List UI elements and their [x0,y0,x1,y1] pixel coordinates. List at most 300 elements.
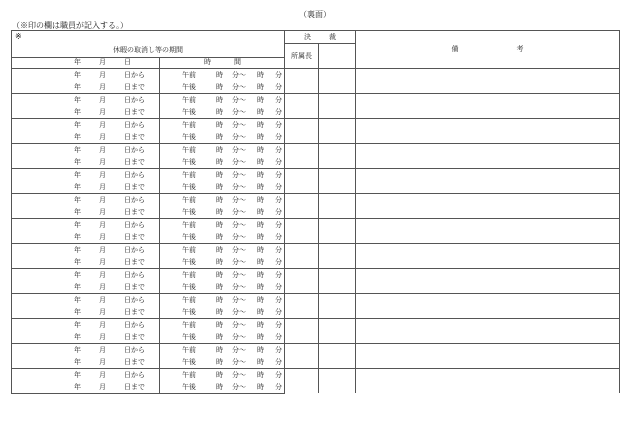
remarks-cell[interactable] [356,168,620,193]
minute-tilde-unit: 分～ [232,107,246,116]
pm-label: 午後 [182,382,196,391]
chief-approval-cell[interactable] [285,318,319,343]
start-time-cell[interactable] [160,318,285,331]
end-time-cell[interactable] [160,81,285,94]
day-to: 日まで [124,132,145,141]
remarks-header: 備 考 [356,31,620,69]
year-unit: 年 [74,382,81,391]
chief-approval-cell[interactable] [285,93,319,118]
remarks-cell[interactable] [356,293,620,318]
day-to: 日まで [124,157,145,166]
pm-label: 午後 [182,182,196,191]
start-time-cell[interactable] [160,143,285,156]
minute-unit: 分 [275,170,282,179]
hour-unit: 時 [257,295,264,304]
hour-unit: 時 [257,95,264,104]
am-label: 午前 [182,370,196,379]
end-date-cell[interactable] [12,356,160,369]
end-time-cell[interactable] [160,231,285,244]
minute-tilde-unit: 分～ [232,70,246,79]
hour-unit: 時 [216,95,223,104]
approval-cell[interactable] [319,343,356,368]
chief-approval-cell[interactable] [285,218,319,243]
period-row-start [12,293,620,306]
period-row-start [12,193,620,206]
start-date-cell[interactable] [12,243,160,256]
minute-tilde-unit: 分～ [232,307,246,316]
pm-label: 午後 [182,82,196,91]
minute-tilde-unit: 分～ [232,232,246,241]
hour-unit: 時 [257,370,264,379]
start-time-cell[interactable] [160,243,285,256]
month-unit: 月 [99,157,106,166]
hour-unit: 時 [257,320,264,329]
day-from: 日から [124,70,145,79]
remarks-cell[interactable] [356,143,620,168]
year-unit: 年 [74,257,81,266]
hour-unit: 時 [257,382,264,391]
hour-unit: 時 [216,370,223,379]
minute-tilde-unit: 分～ [232,82,246,91]
approval-cell[interactable] [319,368,356,393]
minute-tilde-unit: 分～ [232,157,246,166]
end-date-cell[interactable] [12,181,160,194]
hour-unit: 時 [216,282,223,291]
minute-unit: 分 [275,320,282,329]
month-unit: 月 [99,282,106,291]
end-time-cell[interactable] [160,356,285,369]
start-date-cell[interactable] [12,193,160,206]
start-date-cell[interactable] [12,318,160,331]
year-unit: 年 [74,232,81,241]
minute-tilde-unit: 分～ [232,282,246,291]
approval-cell[interactable] [319,268,356,293]
staff-note: （※印の欄は職員が記入する。） [12,21,128,30]
start-time-cell[interactable] [160,268,285,281]
minute-tilde-unit: 分～ [232,382,246,391]
end-date-cell[interactable] [12,306,160,319]
year-unit: 年 [74,70,81,79]
hour-unit: 時 [257,157,264,166]
chief-label: 所属長 [285,44,319,69]
period-row-start [12,118,620,131]
day-from: 日から [124,195,145,204]
remarks-cell[interactable] [356,218,620,243]
hour-unit: 時 [257,70,264,79]
minute-unit: 分 [275,220,282,229]
minute-unit: 分 [275,382,282,391]
end-date-cell[interactable] [12,81,160,94]
end-time-cell[interactable] [160,331,285,344]
minute-unit: 分 [275,307,282,316]
month-unit: 月 [99,295,106,304]
hour-unit: 時 [216,245,223,254]
start-date-cell[interactable] [12,218,160,231]
start-date-cell[interactable] [12,293,160,306]
remarks-cell[interactable] [356,368,620,393]
minute-unit: 分 [275,207,282,216]
start-date-cell[interactable] [12,118,160,131]
end-time-cell[interactable] [160,256,285,269]
end-date-cell[interactable] [12,331,160,344]
minute-tilde-unit: 分～ [232,145,246,154]
minute-unit: 分 [275,82,282,91]
chief-approval-cell[interactable] [285,118,319,143]
chief-approval-cell[interactable] [285,343,319,368]
year-unit: 年 [74,170,81,179]
hour-unit: 時 [216,70,223,79]
time-column-header: 時 間 [160,57,285,68]
chief-approval-cell[interactable] [285,268,319,293]
month-unit: 月 [99,232,106,241]
hour-unit: 時 [257,332,264,341]
hour-unit: 時 [216,332,223,341]
hour-unit: 時 [257,282,264,291]
leave-cancellation-table [11,30,620,394]
day-to: 日まで [124,82,145,91]
approval-header: 決 裁 [285,31,356,44]
month-unit: 月 [99,345,106,354]
page-title: （裏面） [299,10,331,19]
day-to: 日まで [124,257,145,266]
month-unit: 月 [99,207,106,216]
end-time-cell[interactable] [160,381,285,394]
am-label: 午前 [182,295,196,304]
month-unit: 月 [99,132,106,141]
start-time-cell[interactable] [160,168,285,181]
hour-unit: 時 [216,320,223,329]
minute-tilde-unit: 分～ [232,370,246,379]
month-unit: 月 [99,370,106,379]
start-time-cell[interactable] [160,68,285,81]
year-unit: 年 [74,245,81,254]
minute-tilde-unit: 分～ [232,132,246,141]
period-row-start [12,68,620,81]
minute-tilde-unit: 分～ [232,245,246,254]
month-unit: 月 [99,382,106,391]
am-label: 午前 [182,220,196,229]
month-unit: 月 [99,82,106,91]
approval-blank [319,44,356,69]
pm-label: 午後 [182,307,196,316]
day-from: 日から [124,120,145,129]
chief-approval-cell[interactable] [285,168,319,193]
minute-tilde-unit: 分～ [232,207,246,216]
start-time-cell[interactable] [160,93,285,106]
approval-cell[interactable] [319,293,356,318]
day-to: 日まで [124,207,145,216]
minute-unit: 分 [275,370,282,379]
hour-unit: 時 [257,232,264,241]
day-to: 日まで [124,332,145,341]
month-unit: 月 [99,95,106,104]
year-unit: 年 [74,332,81,341]
year-unit: 年 [74,307,81,316]
minute-unit: 分 [275,120,282,129]
hour-unit: 時 [257,82,264,91]
pm-label: 午後 [182,107,196,116]
minute-tilde-unit: 分～ [232,95,246,104]
am-label: 午前 [182,320,196,329]
minute-unit: 分 [275,357,282,366]
am-label: 午前 [182,345,196,354]
pm-label: 午後 [182,357,196,366]
end-date-cell[interactable] [12,131,160,144]
hour-unit: 時 [216,232,223,241]
remarks-cell[interactable] [356,193,620,218]
year-unit: 年 [74,295,81,304]
remarks-cell[interactable] [356,318,620,343]
hour-unit: 時 [216,345,223,354]
day-from: 日から [124,95,145,104]
pm-label: 午後 [182,332,196,341]
minute-unit: 分 [275,295,282,304]
hour-unit: 時 [257,307,264,316]
end-date-cell[interactable] [12,106,160,119]
year-unit: 年 [74,107,81,116]
minute-tilde-unit: 分～ [232,345,246,354]
remarks-cell[interactable] [356,93,620,118]
minute-tilde-unit: 分～ [232,295,246,304]
period-row-start [12,318,620,331]
month-unit: 月 [99,357,106,366]
start-time-cell[interactable] [160,118,285,131]
end-time-cell[interactable] [160,206,285,219]
month-unit: 月 [99,120,106,129]
approval-cell[interactable] [319,193,356,218]
year-unit: 年 [74,145,81,154]
hour-unit: 時 [257,257,264,266]
start-date-cell[interactable] [12,268,160,281]
hour-unit: 時 [257,120,264,129]
end-time-cell[interactable] [160,281,285,294]
hour-unit: 時 [216,132,223,141]
hour-unit: 時 [216,295,223,304]
hour-unit: 時 [216,82,223,91]
end-time-cell[interactable] [160,106,285,119]
minute-unit: 分 [275,245,282,254]
end-date-cell[interactable] [12,381,160,394]
year-unit: 年 [74,270,81,279]
hour-unit: 時 [216,307,223,316]
period-row-start [12,143,620,156]
start-time-cell[interactable] [160,368,285,381]
month-unit: 月 [99,145,106,154]
am-label: 午前 [182,95,196,104]
month-unit: 月 [99,257,106,266]
chief-approval-cell[interactable] [285,243,319,268]
hour-unit: 時 [216,107,223,116]
minute-tilde-unit: 分～ [232,257,246,266]
remarks-cell[interactable] [356,243,620,268]
month-unit: 月 [99,320,106,329]
pm-label: 午後 [182,282,196,291]
day-from: 日から [124,245,145,254]
hour-unit: 時 [257,245,264,254]
day-from: 日から [124,370,145,379]
hour-unit: 時 [257,107,264,116]
minute-tilde-unit: 分～ [232,195,246,204]
month-unit: 月 [99,107,106,116]
end-date-cell[interactable] [12,256,160,269]
approval-cell[interactable] [319,68,356,93]
start-date-cell[interactable] [12,343,160,356]
minute-tilde-unit: 分～ [232,120,246,129]
day-from: 日から [124,220,145,229]
year-unit: 年 [74,132,81,141]
period-row-start [12,268,620,281]
end-date-cell[interactable] [12,281,160,294]
month-unit: 月 [99,270,106,279]
day-to: 日まで [124,282,145,291]
year-unit: 年 [74,120,81,129]
hour-unit: 時 [216,182,223,191]
minute-unit: 分 [275,70,282,79]
month-unit: 月 [99,70,106,79]
start-date-cell[interactable] [12,143,160,156]
year-unit: 年 [74,157,81,166]
minute-tilde-unit: 分～ [232,357,246,366]
approval-cell[interactable] [319,318,356,343]
hour-unit: 時 [216,120,223,129]
start-date-cell[interactable] [12,168,160,181]
minute-tilde-unit: 分～ [232,182,246,191]
year-unit: 年 [74,195,81,204]
hour-unit: 時 [257,182,264,191]
year-unit: 年 [74,95,81,104]
remarks-cell[interactable] [356,118,620,143]
minute-unit: 分 [275,157,282,166]
minute-unit: 分 [275,282,282,291]
approval-cell[interactable] [319,168,356,193]
remarks-cell[interactable] [356,343,620,368]
minute-unit: 分 [275,345,282,354]
chief-approval-cell[interactable] [285,143,319,168]
remarks-cell[interactable] [356,68,620,93]
month-unit: 月 [99,307,106,316]
am-label: 午前 [182,145,196,154]
pm-label: 午後 [182,257,196,266]
start-time-cell[interactable] [160,193,285,206]
month-unit: 月 [99,170,106,179]
month-unit: 月 [99,332,106,341]
end-date-cell[interactable] [12,206,160,219]
start-date-cell[interactable] [12,68,160,81]
day-to: 日まで [124,382,145,391]
day-from: 日から [124,320,145,329]
start-time-cell[interactable] [160,218,285,231]
chief-approval-cell[interactable] [285,293,319,318]
day-from: 日から [124,270,145,279]
hour-unit: 時 [216,382,223,391]
day-from: 日から [124,145,145,154]
hour-unit: 時 [216,220,223,229]
am-label: 午前 [182,195,196,204]
minute-tilde-unit: 分～ [232,220,246,229]
approval-cell[interactable] [319,143,356,168]
period-row-start [12,218,620,231]
year-unit: 年 [74,207,81,216]
approval-cell[interactable] [319,93,356,118]
minute-tilde-unit: 分～ [232,332,246,341]
start-time-cell[interactable] [160,343,285,356]
end-date-cell[interactable] [12,156,160,169]
pm-label: 午後 [182,132,196,141]
minute-tilde-unit: 分～ [232,170,246,179]
day-to: 日まで [124,307,145,316]
minute-tilde-unit: 分～ [232,270,246,279]
minute-unit: 分 [275,132,282,141]
end-time-cell[interactable] [160,181,285,194]
am-label: 午前 [182,245,196,254]
period-row-start [12,243,620,256]
am-label: 午前 [182,270,196,279]
start-date-cell[interactable] [12,368,160,381]
minute-unit: 分 [275,257,282,266]
month-unit: 月 [99,182,106,191]
approval-cell[interactable] [319,218,356,243]
hour-unit: 時 [216,170,223,179]
hour-unit: 時 [257,345,264,354]
minute-unit: 分 [275,95,282,104]
month-unit: 月 [99,195,106,204]
month-unit: 月 [99,245,106,254]
day-to: 日まで [124,182,145,191]
minute-unit: 分 [275,232,282,241]
hour-unit: 時 [257,170,264,179]
hour-unit: 時 [257,207,264,216]
year-unit: 年 [74,82,81,91]
approval-cell[interactable] [319,243,356,268]
period-row-start [12,93,620,106]
hour-unit: 時 [257,132,264,141]
end-time-cell[interactable] [160,306,285,319]
hour-unit: 時 [216,257,223,266]
hour-unit: 時 [257,220,264,229]
period-row-start [12,368,620,381]
year-unit: 年 [74,182,81,191]
minute-unit: 分 [275,107,282,116]
hour-unit: 時 [257,195,264,204]
chief-approval-cell[interactable] [285,68,319,93]
minute-unit: 分 [275,332,282,341]
chief-approval-cell[interactable] [285,368,319,393]
pm-label: 午後 [182,157,196,166]
day-to: 日まで [124,107,145,116]
pm-label: 午後 [182,207,196,216]
chief-approval-cell[interactable] [285,193,319,218]
approval-cell[interactable] [319,118,356,143]
end-date-cell[interactable] [12,231,160,244]
minute-unit: 分 [275,270,282,279]
day-from: 日から [124,170,145,179]
end-time-cell[interactable] [160,131,285,144]
staff-mark: ※ [12,31,285,44]
hour-unit: 時 [216,270,223,279]
hour-unit: 時 [257,145,264,154]
pm-label: 午後 [182,232,196,241]
start-date-cell[interactable] [12,93,160,106]
remarks-cell[interactable] [356,268,620,293]
end-time-cell[interactable] [160,156,285,169]
start-time-cell[interactable] [160,293,285,306]
hour-unit: 時 [216,157,223,166]
date-column-header: 年 月 日 [12,57,160,68]
year-unit: 年 [74,370,81,379]
hour-unit: 時 [216,207,223,216]
am-label: 午前 [182,120,196,129]
day-from: 日から [124,345,145,354]
